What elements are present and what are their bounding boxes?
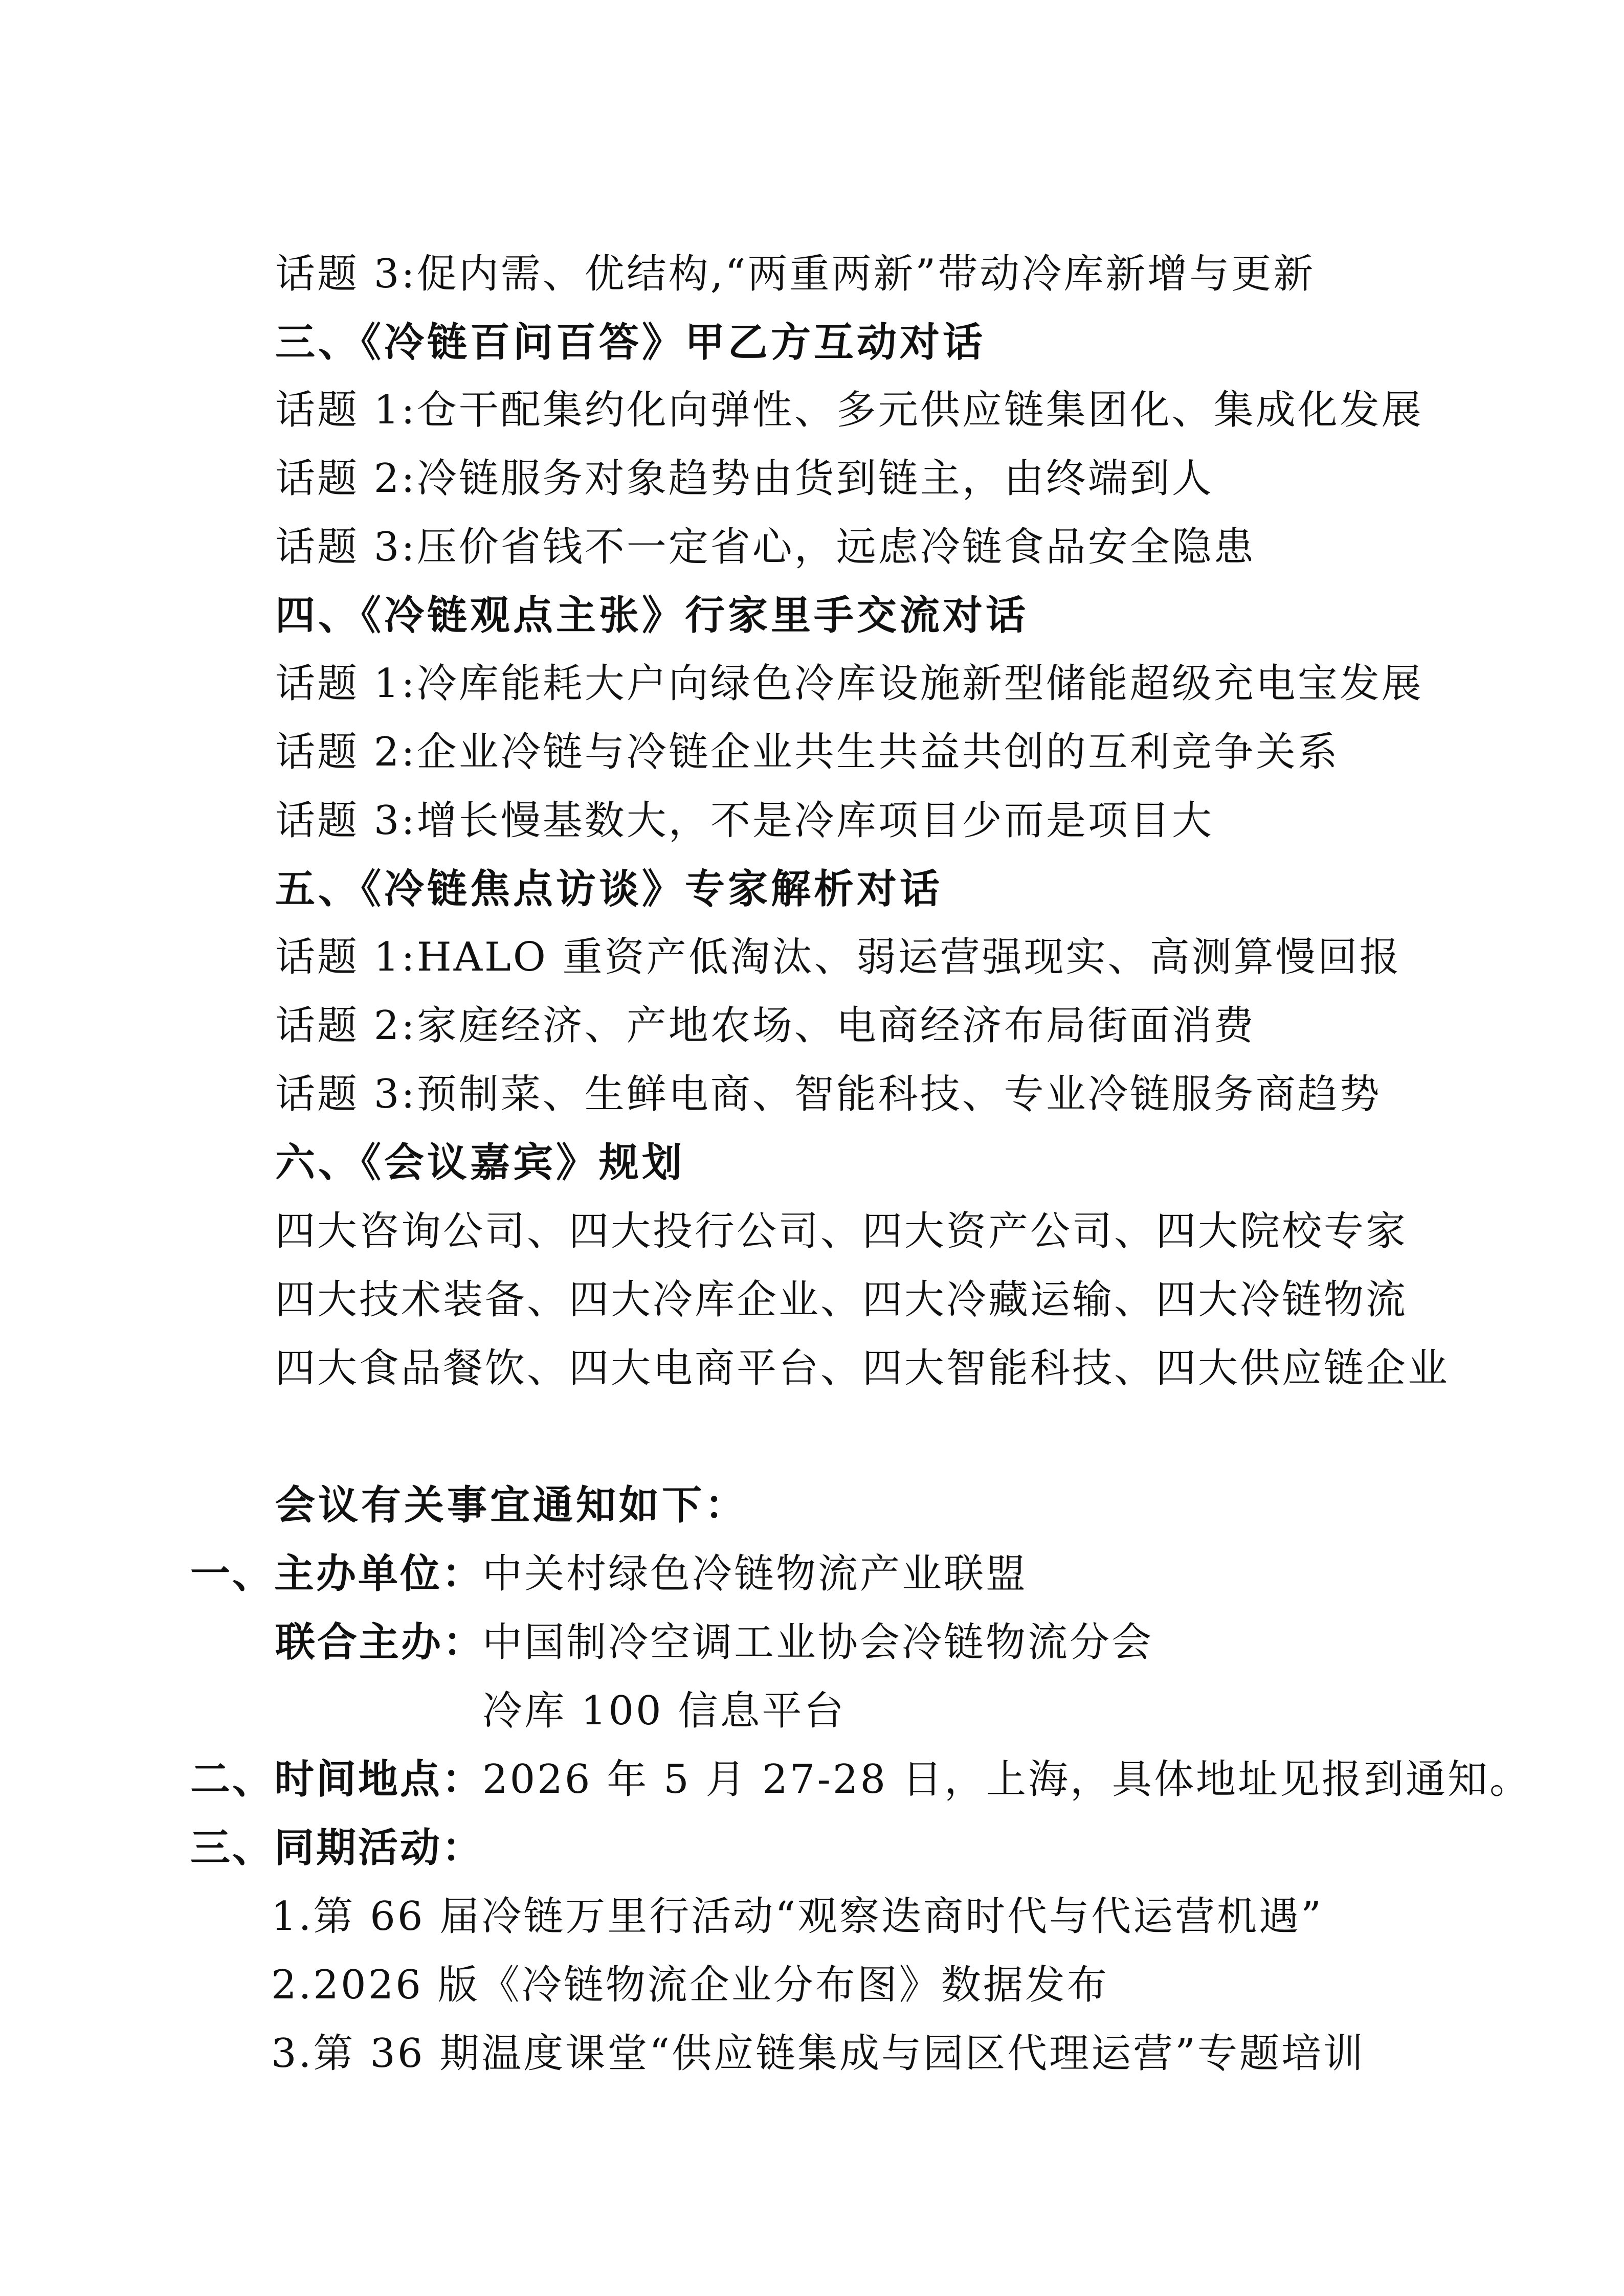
section4-topic-1: 话题 1:冷库能耗大户向绿色冷库设施新型储能超级充电宝发展 bbox=[275, 661, 1423, 707]
section4-topic-3: 话题 3:增长慢基数大，不是冷库项目少而是项目大 bbox=[275, 798, 1214, 844]
section5-topic-2: 话题 2:家庭经济、产地农场、电商经济布局街面消费 bbox=[275, 1003, 1256, 1049]
guest-line-2: 四大技术装备、四大冷库企业、四大冷藏运输、四大冷链物流 bbox=[275, 1277, 1408, 1323]
section2-topic-3: 话题 3:促内需、优结构,“两重两新”带动冷库新增与更新 bbox=[275, 251, 1316, 297]
guest-line-3: 四大食品餐饮、四大电商平台、四大智能科技、四大供应链企业 bbox=[275, 1345, 1450, 1391]
activity-2: 2.2026 版《冷链物流企业分布图》数据发布 bbox=[271, 1962, 1109, 2008]
section5-topic-1: 话题 1:HALO 重资产低淘汰、弱运营强现实、高测算慢回报 bbox=[275, 934, 1401, 980]
section3-heading: 三、《冷链百问百答》甲乙方互动对话 bbox=[275, 319, 986, 366]
organizer-value: 中关村绿色冷链物流产业联盟 bbox=[482, 1551, 1028, 1597]
time-place-label: 二、时间地点： bbox=[190, 1756, 484, 1803]
section3-topic-3: 话题 3:压价省钱不一定省心，远虑冷链食品安全隐患 bbox=[275, 524, 1256, 570]
activities-label: 三、同期活动： bbox=[190, 1825, 484, 1871]
section3-topic-1: 话题 1:仓干配集约化向弹性、多元供应链集团化、集成化发展 bbox=[275, 387, 1423, 433]
guest-line-1: 四大咨询公司、四大投行公司、四大资产公司、四大院校专家 bbox=[275, 1208, 1408, 1254]
section3-topic-2: 话题 2:冷链服务对象趋势由货到链主，由终端到人 bbox=[275, 456, 1214, 502]
co-organizer-2: 冷库 100 信息平台 bbox=[482, 1688, 846, 1734]
time-place-value: 2026 年 5 月 27-28 日，上海，具体地址见报到通知。 bbox=[482, 1757, 1531, 1803]
co-organizer-label: 联合主办： bbox=[275, 1619, 485, 1665]
section5-topic-3: 话题 3:预制菜、生鲜电商、智能科技、专业冷链服务商趋势 bbox=[275, 1071, 1382, 1117]
section5-heading: 五、《冷链焦点访谈》专家解析对话 bbox=[275, 866, 943, 912]
organizer-label: 一、主办单位： bbox=[190, 1550, 484, 1597]
notice-intro: 会议有关事宜通知如下： bbox=[275, 1482, 748, 1528]
activity-3: 3.第 36 期温度课堂“供应链集成与园区代理运营”专题培训 bbox=[271, 2031, 1366, 2077]
co-organizer-1: 中国制冷空调工业协会冷链物流分会 bbox=[482, 1619, 1154, 1665]
section4-topic-2: 话题 2:企业冷链与冷链企业共生共益共创的互利竞争关系 bbox=[275, 729, 1340, 775]
activity-1: 1.第 66 届冷链万里行活动“观察迭商时代与代运营机遇” bbox=[271, 1894, 1324, 1940]
section6-heading: 六、《会议嘉宾》规划 bbox=[275, 1139, 685, 1186]
section4-heading: 四、《冷链观点主张》行家里手交流对话 bbox=[275, 592, 1029, 639]
